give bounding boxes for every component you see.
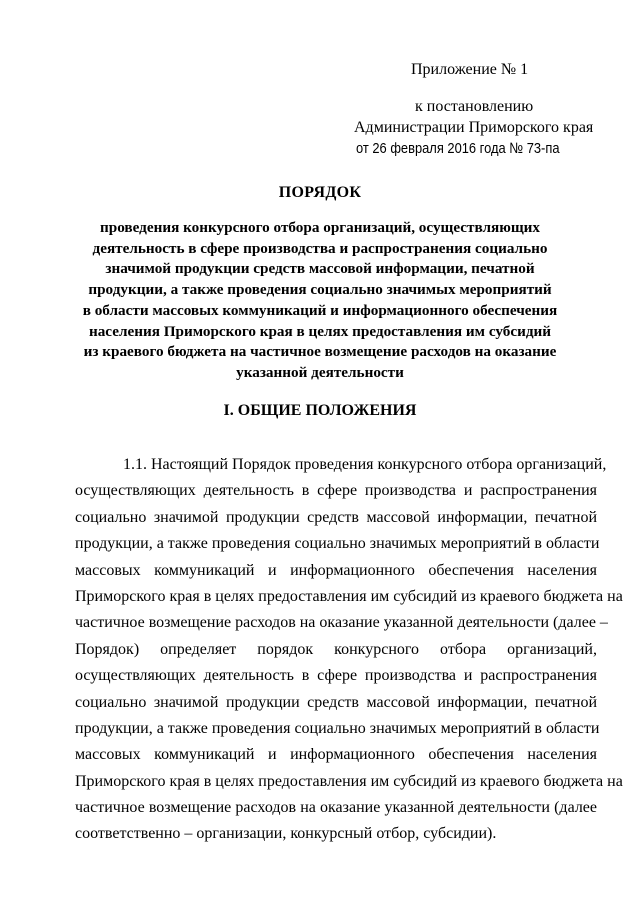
paragraph-line: Приморского края в целях предоставления им субсидий из краевого бюджета на: [75, 772, 623, 790]
appendix-date-line: от 26 февраля 2016 года № 73-па: [356, 140, 560, 157]
paragraph-line: социально значимой продукции средств массовой информации, печатной: [75, 693, 597, 711]
paragraph-line: Приморского края в целях предоставления им субсидий из краевого бюджета на: [75, 587, 623, 605]
section-heading: I. ОБЩИЕ ПОЛОЖЕНИЯ: [223, 402, 417, 419]
paragraph-line: частичное возмещение расходов на оказание указанной деятельности (далее –: [75, 614, 608, 632]
subtitle-line: значимой продукции средств массовой информации, печатной: [105, 260, 535, 278]
paragraph-line: продукции, а также проведения социально значимых мероприятий в области: [75, 719, 600, 737]
paragraph-line: осуществляющих деятельность в сфере производства и распространения: [75, 667, 597, 685]
subtitle-line: проведения конкурсного отбора организаций, осуществляющих: [100, 219, 540, 236]
document-title: ПОРЯДОК: [278, 184, 362, 201]
subtitle-line: указанной деятельности: [236, 363, 404, 381]
paragraph-line: Порядок) определяет порядок конкурсного отбора организаций,: [75, 640, 597, 658]
paragraph-1-1: [75, 452, 623, 848]
paragraph-line: соответственно – организации, конкурсный отбор, субсидии).: [75, 825, 497, 843]
paragraph-line: социально значимой продукции средств массовой информации, печатной: [75, 508, 597, 526]
appendix-title: Приложение № 1: [411, 61, 529, 78]
paragraph-line: частичное возмещение расходов на оказание указанной деятельности (далее: [75, 799, 597, 817]
paragraph-line: продукции, а также проведения социально значимых мероприятий в области: [75, 535, 600, 553]
subtitle-line: из краевого бюджета на частичное возмещение расходов на оказание: [83, 343, 557, 361]
subtitle-line: деятельность в сфере производства и распространения социально: [92, 239, 548, 257]
appendix-resolution-line: к постановлению: [415, 98, 534, 115]
document-subtitle: [70, 218, 570, 384]
subtitle-line: населения Приморского края в целях предоставления им субсидий: [88, 322, 552, 340]
appendix-administration-line: Администрации Приморского края: [354, 119, 594, 136]
subtitle-line: в области массовых коммуникаций и информационного обеспечения: [82, 301, 558, 319]
paragraph-line: осуществляющих деятельность в сфере производства и распространения: [75, 482, 597, 500]
subtitle-line: продукции, а также проведения социально значимых мероприятий: [88, 281, 552, 299]
paragraph-line: 1.1. Настоящий Порядок проведения конкурсного отбора организаций,: [123, 456, 607, 473]
paragraph-line: массовых коммуникаций и информационного обеспечения населения: [75, 561, 597, 579]
paragraph-line: массовых коммуникаций и информационного обеспечения населения: [75, 746, 597, 764]
